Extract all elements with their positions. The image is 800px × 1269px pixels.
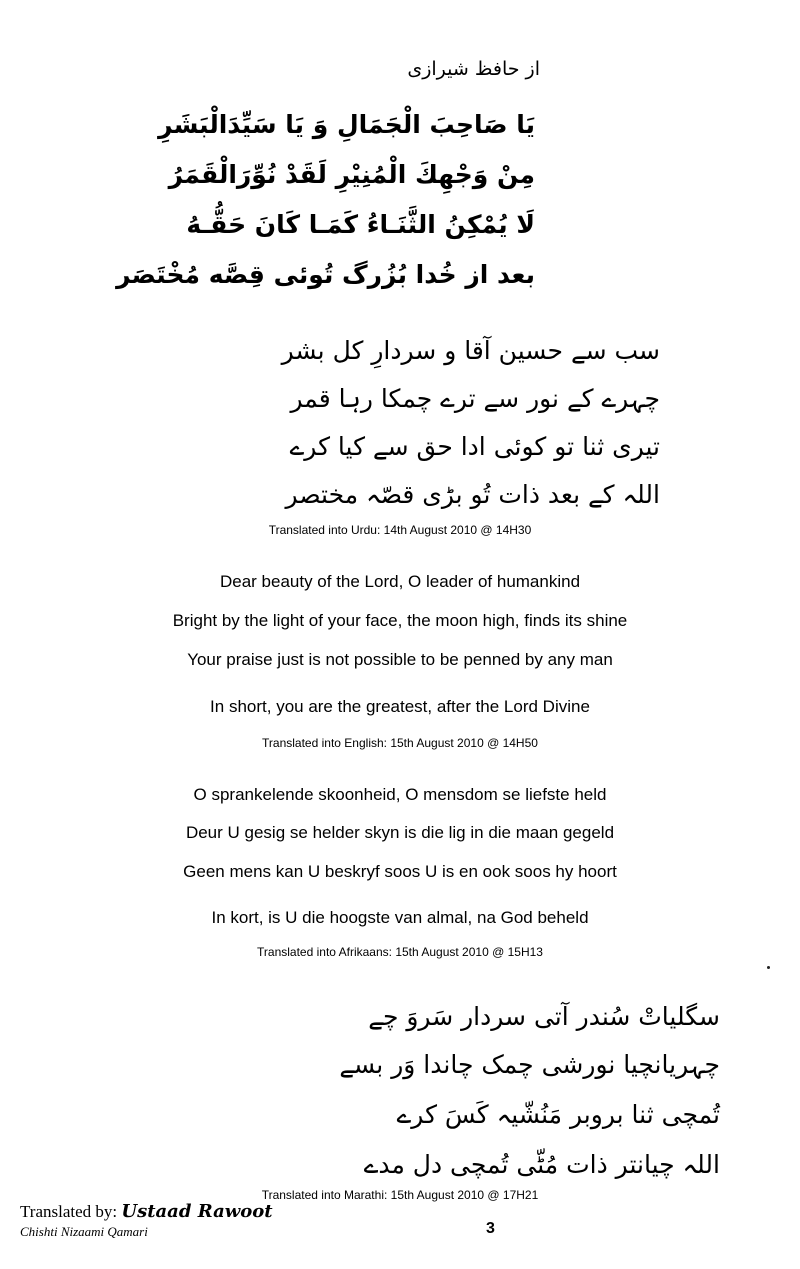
afrikaans-translation-note: Translated into Afrikaans: 15th August 2010 @ 15H13 [257,945,543,959]
arabic-verse-4: بعد از خُدا بُزُرگ تُوئی قِصَّه مُخْتَصَر [116,260,535,289]
translated-by-label: Translated by: [20,1202,118,1221]
urdu-verse-3: تیری ثنا تو کوئی ادا حق سے کیا کرے [289,432,660,461]
translator-credit [20,1201,273,1240]
english-verse-1: Dear beauty of the Lord, O leader of humankind [219,572,581,591]
marathi-verse-4: اللہ چیانتر ذات مُٹّی تُمچی دل مدے [363,1150,720,1179]
marathi-verse-3: تُمچی ثنا بروبر مَنُشّیہ کَسَ کرے [396,1100,720,1129]
marathi-verse-2: چہریانچیا نورشی چمک چاندا وَر بسے [339,1050,720,1079]
english-verse-4: In short, you are the greatest, after the Lord Divine [210,697,590,716]
translator-name: Ustaad Rawoot [121,1201,273,1222]
urdu-translation-note: Translated into Urdu: 14th August 2010 @ 14H30 [268,523,532,537]
scan-speck [767,966,770,969]
english-verse-2: Bright by the light of your face, the moon high, finds its shine [172,611,628,630]
afrikaans-verse-3: Geen mens kan U beskryf soos U is en ook soos hy hoort [183,862,617,881]
english-verse-3: Your praise just is not possible to be penned by any man [187,650,613,669]
arabic-verse-3: لَا يُمْكِنُ الثَّنَـاءُ كَمَـا كَانَ حَقُّـهُ [186,210,535,239]
poet-attribution-heading: از حافظ شیرازی [407,58,540,80]
urdu-verse-2: چہرے کے نور سے ترے چمکا رہا قمر [290,384,660,413]
afrikaans-verse-1: O sprankelende skoonheid, O mensdom se liefste held [193,785,607,804]
afrikaans-verse-2: Deur U gesig se helder skyn is die lig in die maan gegeld [185,823,615,842]
translator-affiliation: Chishti Nizaami Qamari [20,1224,148,1239]
marathi-verse-1: سگلیاتْ سُندر آتی سردار سَروَ چے [368,1002,720,1031]
page-number: 3 [486,1220,495,1237]
urdu-verse-4: اللہ کے بعد ذات تُو بڑی قصّہ مختصر [285,480,660,509]
marathi-translation-note: Translated into Marathi: 15th August 2010 @ 17H21 [261,1188,539,1202]
arabic-verse-1: يَا صَاحِبَ الْجَمَالِ وَ يَا سَيِّدَالْبَشَرِ [158,110,535,139]
arabic-verse-2: مِنْ وَجْهِكَ الْمُنِيْرِ لَقَدْ نُوِّرَالْقَمَرُ [168,160,535,189]
translator-credit-line [20,1201,273,1222]
english-translation-note: Translated into English: 15th August 2010 @ 14H50 [262,736,538,750]
urdu-verse-1: سب سے حسین آقا و سردارِ کل بشر [281,336,660,365]
afrikaans-verse-4: In kort, is U die hoogste van almal, na God beheld [211,908,589,927]
